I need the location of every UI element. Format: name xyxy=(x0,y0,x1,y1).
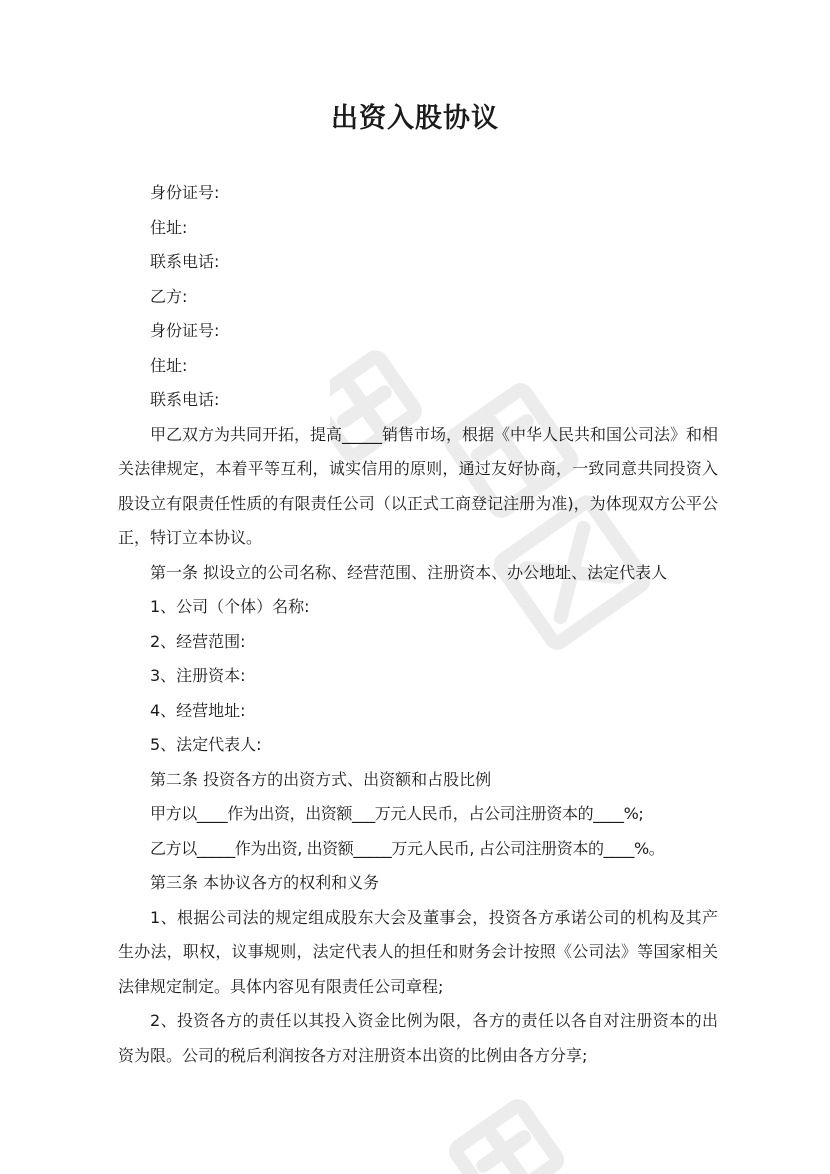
list-item: 4、经营地址: xyxy=(150,700,246,720)
article-heading: 第一条 拟设立的公司名称、经营范围、注册资本、办公地址、法定代表人 xyxy=(150,562,668,582)
field-phone: 联系电话: xyxy=(150,252,220,271)
field-id-number: 身份证号: xyxy=(150,321,220,340)
page-title: 出资入股协议 xyxy=(331,103,499,134)
clause-paragraph: 2、投资各方的责任以其投入资金比例为限，各方的责任以各自对注册资本的出资为限。公司的税后利润按各方对注册资本出资的比例由各方分享; xyxy=(118,1011,718,1065)
agreement-body xyxy=(118,176,718,1073)
field-address: 住址: xyxy=(150,217,188,237)
watermark-logo-bottom xyxy=(420,1080,620,1174)
clause-paragraph: 1、根据公司法的规定组成股东大会及董事会，投资各方承诺公司的机构及其产生办法，职权，议事规则，法定代表人的担任和财务会计按照《公司法》等国家相关法律规定制定。具体内容见有限责任公司章程; xyxy=(118,907,718,996)
field-party-b: 乙方: xyxy=(150,286,188,306)
contribution-party-a: 甲方以____作为出资，出资额___万元人民币，占公司注册资本的____%; xyxy=(150,804,644,823)
contribution-party-b: 乙方以_____作为出资, 出资额_____万元人民币, 占公司注册资本的____%。 xyxy=(150,838,665,858)
field-phone: 联系电话: xyxy=(150,390,220,409)
list-item: 3、注册资本: xyxy=(150,666,246,685)
article-heading: 第三条 本协议各方的权利和义务 xyxy=(150,873,380,892)
preamble-paragraph: 甲乙双方为共同开拓，提高_____销售市场，根据《中华人民共和国公司法》和相关法律规定，本着平等互利，诚实信用的原则，通过友好协商，一致同意共同投资入股设立有限责任性质的有限责任公司（以正式工商登记注册为准)，为体现双方公平公正，特订立本协议。 xyxy=(118,424,719,547)
list-item: 2、经营范围: xyxy=(150,631,246,651)
field-id-number: 身份证号: xyxy=(150,183,220,202)
list-item: 1、公司（个体）名称: xyxy=(150,597,310,616)
article-heading: 第二条 投资各方的出资方式、出资额和占股比例 xyxy=(150,769,492,789)
list-item: 5、法定代表人: xyxy=(150,735,262,754)
field-address: 住址: xyxy=(150,355,188,375)
